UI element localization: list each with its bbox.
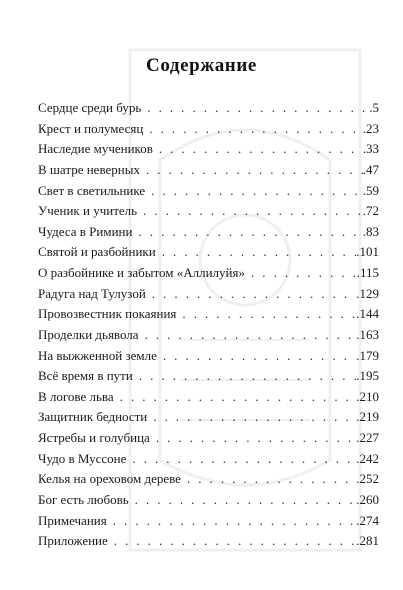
toc-entry-page-number: .252 xyxy=(356,471,379,487)
toc-entry-page-number: .72 xyxy=(362,203,379,219)
toc-entry-page-number: .47 xyxy=(362,161,379,177)
toc-entry-page-number: .260 xyxy=(356,491,379,507)
toc-entry-title: Проделки дьявола xyxy=(38,326,139,342)
toc-entry xyxy=(38,327,379,348)
toc-entry-page-number: .129 xyxy=(356,285,379,301)
toc-entry-title: Чудо в Муссоне xyxy=(38,450,127,466)
toc-entry-title: Чудеса в Римини xyxy=(38,223,133,239)
toc-dot-leader xyxy=(163,348,356,364)
toc-dot-leader xyxy=(147,100,369,116)
toc-dot-leader xyxy=(153,409,356,425)
toc-entry-page-number: .115 xyxy=(356,265,379,280)
toc-entry-page-number: .83 xyxy=(362,223,379,239)
toc-entry-page-number: .195 xyxy=(356,368,379,384)
toc-entry xyxy=(38,265,379,286)
toc-entry-title: Свет в светильнике xyxy=(38,182,146,198)
toc-entry-title: Наследие мучеников xyxy=(38,141,153,157)
toc-dot-leader xyxy=(114,533,356,549)
toc-entry-page-number: .227 xyxy=(356,430,379,445)
toc-dot-leader xyxy=(132,451,356,467)
toc-entry xyxy=(38,430,379,451)
toc-entry xyxy=(38,389,379,410)
toc-entry xyxy=(38,451,379,472)
toc-dot-leader xyxy=(151,183,363,199)
toc-dot-leader xyxy=(149,121,362,137)
toc-dot-leader xyxy=(152,286,356,302)
toc-entry-page-number: .23 xyxy=(362,120,379,136)
toc-dot-leader xyxy=(146,162,363,178)
toc-dot-leader xyxy=(135,492,357,508)
toc-dot-leader xyxy=(145,327,357,343)
toc-dot-leader xyxy=(156,430,356,446)
toc-entry-page-number: .5 xyxy=(369,100,379,115)
toc-dot-leader xyxy=(143,203,363,219)
toc-entry xyxy=(38,121,379,142)
toc-entry-title: Защитник бедности xyxy=(38,409,148,425)
toc-dot-leader xyxy=(251,265,357,281)
toc-entry-title: Сердце среди бурь xyxy=(38,100,142,115)
toc-entry-page-number: .33 xyxy=(362,141,379,157)
toc-entry-page-number: .210 xyxy=(356,388,379,404)
toc-entry xyxy=(38,513,379,534)
toc-entry-title: Бог есть любовь xyxy=(38,491,129,507)
toc-dot-leader xyxy=(120,389,357,405)
toc-entry xyxy=(38,100,379,121)
toc-entry-title: В шатре неверных xyxy=(38,161,140,177)
toc-dot-leader xyxy=(113,513,357,529)
toc-entry xyxy=(38,224,379,245)
toc-entry xyxy=(38,368,379,389)
toc-entry xyxy=(38,306,379,327)
toc-dot-leader xyxy=(187,471,356,487)
toc-entry xyxy=(38,141,379,162)
toc-dot-leader xyxy=(138,224,362,240)
toc-entry xyxy=(38,492,379,513)
toc-entry-title: Ученик и учитель xyxy=(38,203,138,219)
toc-entry xyxy=(38,409,379,430)
table-of-contents xyxy=(38,100,379,554)
toc-entry xyxy=(38,203,379,224)
toc-entry-title: Примечания xyxy=(38,512,107,528)
toc-entry-page-number: .179 xyxy=(356,347,379,363)
toc-entry-title: Радуга над Тулузой xyxy=(38,285,146,301)
toc-entry xyxy=(38,244,379,265)
toc-entry-page-number: .242 xyxy=(356,450,379,466)
toc-entry-page-number: .101 xyxy=(356,244,379,260)
toc-entry-page-number: .219 xyxy=(356,409,379,425)
toc-entry xyxy=(38,183,379,204)
toc-entry-title: Келья на ореховом дереве xyxy=(38,471,181,487)
toc-entry-title: Ястребы и голубица xyxy=(38,430,150,445)
page-title: Содержание xyxy=(146,55,257,76)
toc-entry-title: Святой и разбойники xyxy=(38,244,156,260)
toc-entry-page-number: .163 xyxy=(356,326,379,342)
toc-entry xyxy=(38,348,379,369)
toc-entry xyxy=(38,471,379,492)
toc-entry-title: На выжженной земле xyxy=(38,347,157,363)
toc-entry-page-number: .144 xyxy=(356,306,379,322)
toc-dot-leader xyxy=(159,141,363,157)
toc-dot-leader xyxy=(139,368,356,384)
toc-entry-title: О разбойнике и забытом «Аллилуйя» xyxy=(38,265,245,280)
toc-entry xyxy=(38,286,379,307)
toc-dot-leader xyxy=(162,244,357,260)
toc-dot-leader xyxy=(182,306,356,322)
toc-entry xyxy=(38,533,379,554)
toc-entry-title: Крест и полумесяц xyxy=(38,120,144,136)
toc-entry-page-number: .59 xyxy=(362,182,379,198)
toc-entry-page-number: .274 xyxy=(356,512,379,528)
toc-entry-page-number: .281 xyxy=(356,533,379,549)
toc-entry-title: Провозвестник покаяния xyxy=(38,306,177,322)
toc-entry-title: В логове льва xyxy=(38,388,114,404)
toc-entry-title: Приложение xyxy=(38,533,108,549)
toc-entry xyxy=(38,162,379,183)
toc-entry-title: Всё время в пути xyxy=(38,368,133,384)
